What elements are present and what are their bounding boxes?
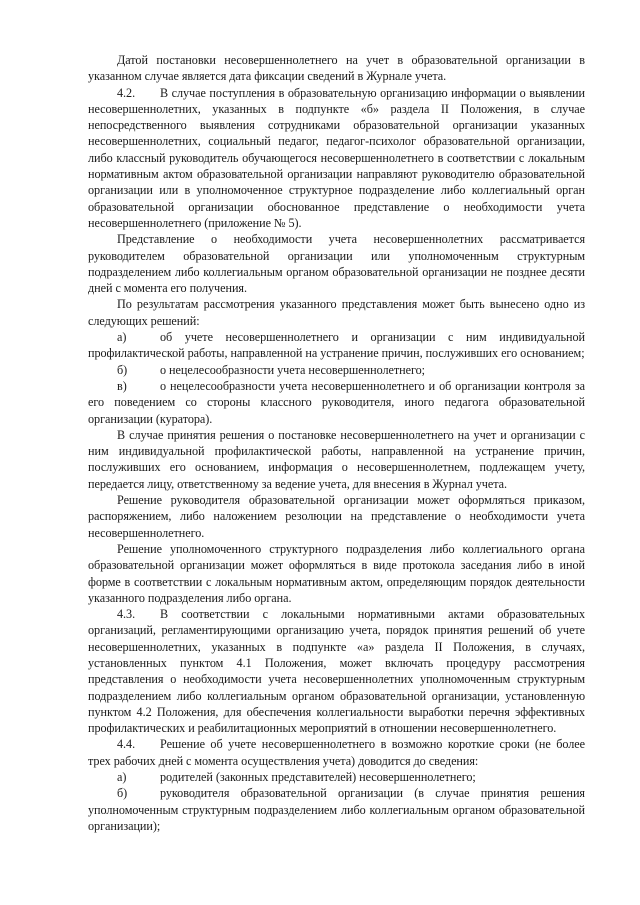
paragraph-registration-decision: В случае принятия решения о постановке несовершеннолетнего на учет и организации с ним индивидуальной профилактической работы, направленной на устранение причин, послуживших его основанием, информация о несовершеннолетнем, подлежащем учету, передается лицу, ответственному за ведение учета, для внесения в Журнал учета. [88,427,585,491]
paragraph-review-term: Представление о необходимости учета несовершеннолетних рассматривается руководителем образовательной организации или уполномоченным структурным подразделением либо коллегиальным органом образовательной организации не позднее десяти дней с момента его получения. [88,232,585,296]
item-letter: б) [117,786,128,801]
list-item-a-parents: а) родителей (законных представителей) несовершеннолетнего; [117,770,476,785]
item-letter: а) [117,770,127,785]
paragraph-collegial-decision: Решение уполномоченного структурного подразделения либо коллегиального органа образовательной организации может оформляться в виде протокола заседания либо в иной форме в соответствии с локальным нормативным актом, определяющим порядок деятельности указанного подразделения либо органа. [88,541,585,605]
item-letter: в) [117,378,127,393]
paragraph-4-3: 4.3. В соответствии с локальными нормативными актами образовательных организаций, регламентирующими организацию учета, порядок принятия решений об учете несовершеннолетних, указанных в подпункте «а» раздела II Положения, в случаях, установленных пунктом 4.1 Положения, может включать процедуру рассмотрения представления о необходимости учета несовершеннолетних уполномоченным структурным подразделением либо коллегиальным органом образовательной организации, установленную пунктом 4.2 Положения, для обеспечения коллегиальности выработки перечня эффективных профилактических и реабилитационных мероприятий в отношении несовершеннолетнего. [88,607,585,736]
list-item-b: б) о нецелесообразности учета несовершеннолетнего; [117,362,425,377]
item-letter: а) [117,330,127,345]
item-number: 4.3. [117,607,136,622]
list-item-a: а) об учете несовершеннолетнего и организации с ним индивидуальной профилактической работы, направленной на устранение причин, послуживших его основанием; [88,330,585,361]
paragraph-head-decision: Решение руководителя образовательной организации может оформляться приказом, распоряжением, либо наложением резолюции на представление о необходимости учета несовершеннолетнего. [88,493,585,540]
paragraph-4-4: 4.4. Решение об учете несовершеннолетнего в возможно короткие сроки (не более трех рабочих дней с момента осуществления учета) доводится до сведения: [88,737,585,768]
item-letter: б) [117,362,128,377]
list-item-b-head: б) руководителя образовательной организации (в случае принятия решения уполномоченным структурным подразделением либо коллегиальным органом образовательной организации); [88,786,585,833]
item-number: 4.2. [117,85,136,100]
paragraph-registration-date: Датой постановки несовершеннолетнего на учет в образовательной организации в указанном случае является дата фиксации сведений в Журнале учета. [88,53,585,84]
item-number: 4.4. [117,737,136,752]
list-item-v: в) о нецелесообразности учета несовершеннолетнего и об организации контроля за его поведением со стороны классного руководителя, иного педагога образовательной организации (куратора). [88,378,585,426]
document-page [88,52,585,834]
paragraph-decisions-intro: По результатам рассмотрения указанного представления может быть вынесено одно из следующих решений: [88,297,585,328]
paragraph-4-2: 4.2. В случае поступления в образовательную организацию информации о выявлении несовершеннолетних, указанных в подпункте «б» раздела II Положения, в случае непосредственного выявления сотрудниками образовательной организации указанных несовершеннолетних, социальный педагог, педагог-психолог образовательной организации, либо классный руководитель обучающегося несовершеннолетнего в соответствии с локальным нормативным актом образовательной организации направляют руководителю образовательной организации или в уполномоченное структурное подразделение либо коллегиальный орган образовательной организации обоснованное представление о необходимости учета несовершеннолетнего (приложение № 5). [88,85,585,230]
